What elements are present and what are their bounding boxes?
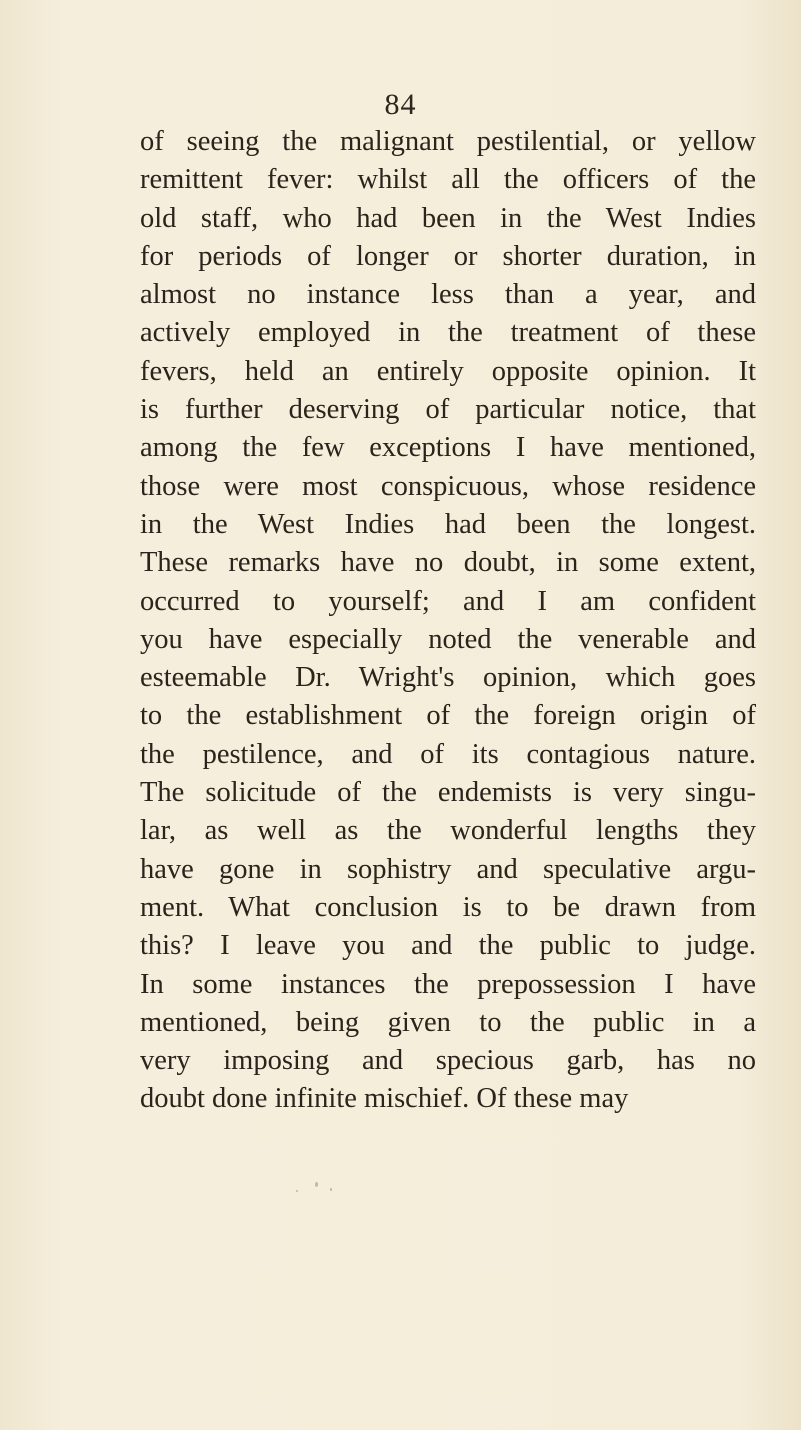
text-line: the pestilence, and of its contagious nature.: [140, 738, 756, 770]
text-line: ment. What conclusion is to be drawn from: [140, 891, 756, 923]
paper-speck: [296, 1190, 298, 1192]
text-line: very imposing and specious garb, has no: [140, 1045, 756, 1077]
text-line: among the few exceptions I have mentioned,: [140, 432, 756, 464]
text-line: for periods of longer or shorter duration, in: [140, 240, 756, 272]
text-line: have gone in sophistry and speculative argu-: [140, 853, 756, 885]
text-line: this? I leave you and the public to judge.: [140, 930, 756, 962]
text-line: is further deserving of particular notice, that: [140, 394, 756, 426]
text-line: almost no instance less than a year, and: [140, 279, 756, 311]
text-line: occurred to yourself; and I am confident: [140, 585, 756, 617]
text-line: fevers, held an entirely opposite opinion. It: [140, 355, 756, 387]
text-line: esteemable Dr. Wright's opinion, which goes: [140, 662, 756, 694]
text-line: you have especially noted the venerable and: [140, 623, 756, 655]
paper-speck: [330, 1188, 332, 1191]
text-line: lar, as well as the wonderful lengths they: [140, 815, 756, 847]
text-line: These remarks have no doubt, in some extent,: [140, 547, 756, 579]
page-number: 84: [384, 88, 417, 121]
text-line: old staff, who had been in the West Indies: [140, 202, 756, 234]
text-line: those were most conspicuous, whose residence: [140, 470, 756, 502]
text-line: in the West Indies had been the longest.: [140, 508, 756, 540]
text-line: In some instances the prepossession I have: [140, 968, 756, 1000]
text-line: The solicitude of the endemists is very singu-: [140, 777, 756, 809]
text-line: of seeing the malignant pestilential, or yellow: [140, 126, 756, 157]
text-line: mentioned, being given to the public in a: [140, 1006, 756, 1038]
body-text: [140, 123, 756, 1119]
paper-speck: [315, 1182, 318, 1187]
text-line: remittent fever: whilst all the officers of the: [140, 164, 756, 196]
text-line: doubt done infinite mischief. Of these may: [140, 1083, 629, 1115]
text-line: actively employed in the treatment of these: [140, 317, 756, 349]
text-line: to the establishment of the foreign origin of: [140, 700, 756, 732]
